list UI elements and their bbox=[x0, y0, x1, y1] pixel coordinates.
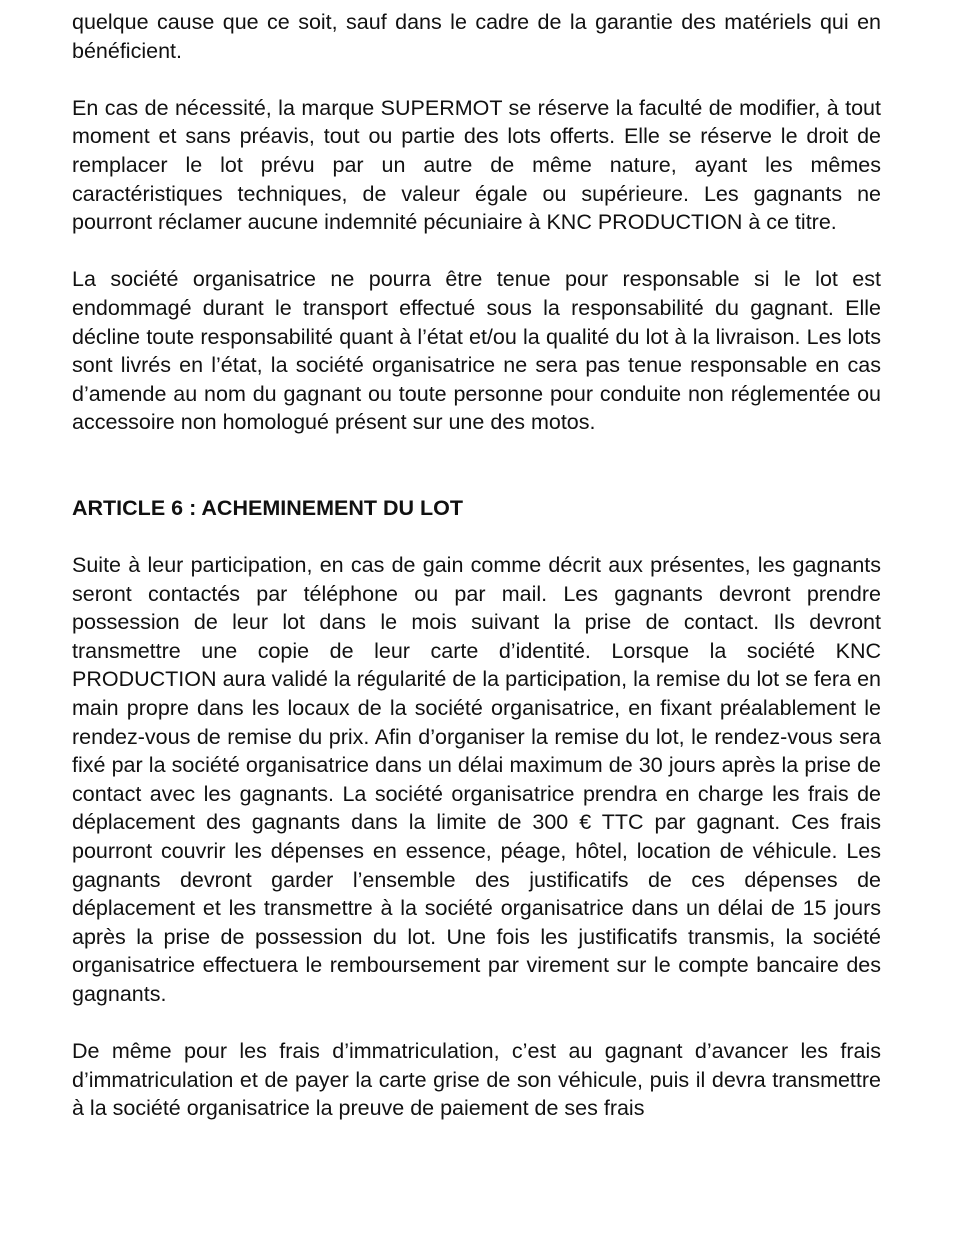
paragraph-prize-modification: En cas de nécessité, la marque SUPERMOT se réserve la faculté de modifier, à tout moment et sans préavis, tout ou partie des lots offerts. Elle se réserve le droit de remplacer le lot prévu par un autre de même nature, ayant les mêmes caractéristiques techniques, de valeur égale ou supérieure. Les gagnants ne pourront réclamer aucune indemnité pécuniaire à KNC PRODUCTION à ce titre. bbox=[72, 95, 881, 235]
paragraph-spacer bbox=[72, 1009, 881, 1038]
section-spacer bbox=[72, 437, 881, 494]
paragraph-registration-fees: De même pour les frais d’immatriculation, c’est au gagnant d’avancer les frais d’immatriculation et de payer la carte grise de son véhicule, puis il devra transmettre à la société organisatrice la preuve de paiement de ses frais bbox=[72, 1039, 881, 1121]
paragraph-spacer bbox=[72, 237, 881, 266]
paragraph-warranty-end: quelque cause que ce soit, sauf dans le cadre de la garantie des matériels qui en bénéficient. bbox=[72, 10, 881, 63]
paragraph-spacer bbox=[72, 523, 881, 552]
paragraph-spacer bbox=[72, 65, 881, 94]
paragraph-prize-delivery: Suite à leur participation, en cas de gain comme décrit aux présentes, les gagnants seront contactés par téléphone ou par mail. Les gagnants devront prendre possession de leur lot dans le mois suivant la prise de contact. Ils devront transmettre une copie de leur carte d’identité. Lorsque la société KNC PRODUCTION aura validé la régularité de la participation, la remise du lot se fera en main propre dans les locaux de la société organisatrice, en fixant préalablement le rendez-vous de remise du prix. Afin d’organiser la remise du lot, le rendez-vous sera fixé par la société organisatrice dans un délai maximum de 30 jours après la prise de contact avec les gagnants. La société organisatrice prendra en charge les frais de déplacement des gagnants dans la limite de 300 € TTC par gagnant. Ces frais pourront couvrir les dépenses en essence, péage, hôtel, location de véhicule. Les gagnants devront garder l’ensemble des justificatifs de ces dépenses de déplacement et les transmettre à la société organisatrice dans un délai de 15 jours après la prise de possession du lot. Une fois les justificatifs transmis, la société organisatrice effectuera le remboursement par virement sur le compte bancaire des gagnants. bbox=[72, 553, 881, 1006]
article-6-heading: ARTICLE 6 : ACHEMINEMENT DU LOT bbox=[72, 495, 463, 520]
paragraph-liability: La société organisatrice ne pourra être tenue pour responsable si le lot est endommagé durant le transport effectué sous la responsabilité du gagnant. Elle décline toute responsabilité quant à l’état et/ou la qualité du lot à la livraison. Les lots sont livrés en l’état, la société organisatrice ne sera pas tenue responsable en cas d’amende au nom du gagnant ou toute personne pour conduite non réglementée ou accessoire non homologué présent sur une des motos. bbox=[72, 267, 881, 435]
document-page bbox=[72, 8, 881, 1123]
